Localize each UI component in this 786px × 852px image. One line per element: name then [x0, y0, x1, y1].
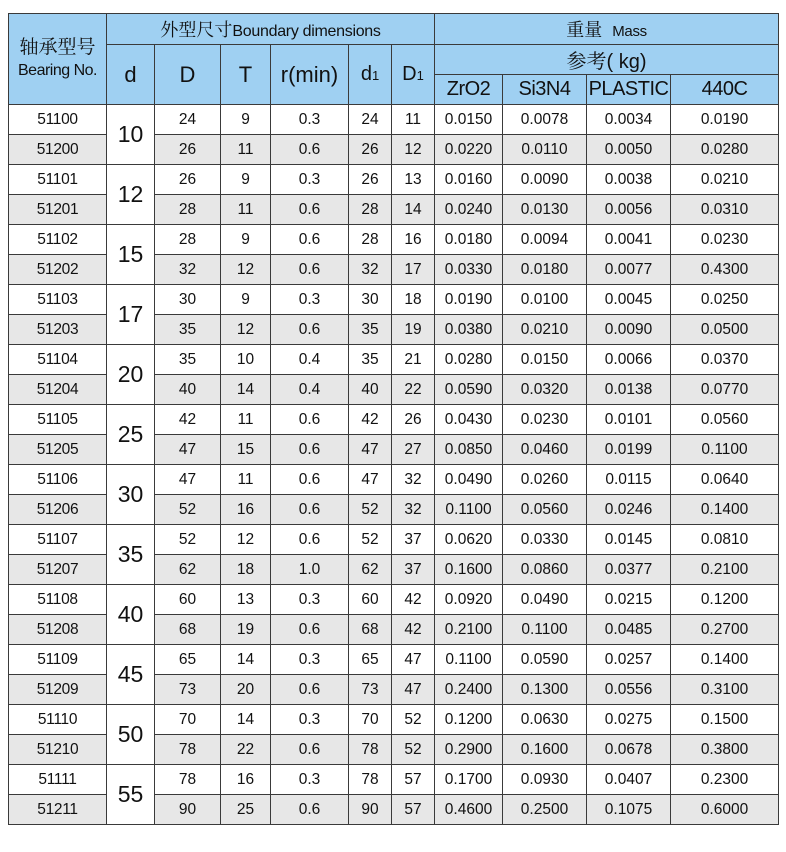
col-header-d1-main: d: [360, 63, 372, 85]
mass-plastic-cell: 0.0077: [587, 255, 671, 285]
table-row: [9, 345, 779, 375]
d1-cell: 42: [349, 405, 392, 435]
bearing-number-cell: 51209: [9, 675, 107, 705]
col-header-si3n4: Si3N4: [503, 75, 587, 105]
mass-440c-cell: 0.1100: [671, 435, 779, 465]
D1-cell: 14: [392, 195, 435, 225]
mass-440c-cell: 0.2100: [671, 555, 779, 585]
mass-si3n4-cell: 0.0150: [503, 345, 587, 375]
r-min-cell: 0.3: [271, 285, 349, 315]
mass-440c-cell: 0.2300: [671, 765, 779, 795]
mass-si3n4-cell: 0.0590: [503, 645, 587, 675]
d1-cell: 24: [349, 105, 392, 135]
mass-440c-cell: 0.0230: [671, 225, 779, 255]
r-min-cell: 0.3: [271, 585, 349, 615]
r-min-cell: 0.6: [271, 315, 349, 345]
bearing-number-cell: 51203: [9, 315, 107, 345]
mass-si3n4-cell: 0.0330: [503, 525, 587, 555]
mass-plastic-cell: 0.0138: [587, 375, 671, 405]
r-min-cell: 0.6: [271, 675, 349, 705]
bearing-number-cell: 51201: [9, 195, 107, 225]
col-header-r-min: r(min): [271, 45, 349, 105]
mass-440c-cell: 0.0370: [671, 345, 779, 375]
bearing-number-cell: 51108: [9, 585, 107, 615]
mass-si3n4-cell: 0.0100: [503, 285, 587, 315]
height-cell: 19: [221, 615, 271, 645]
mass-si3n4-cell: 0.0860: [503, 555, 587, 585]
r-min-cell: 0.3: [271, 645, 349, 675]
mass-440c-cell: 0.0280: [671, 135, 779, 165]
d1-cell: 78: [349, 765, 392, 795]
D1-cell: 16: [392, 225, 435, 255]
mass-440c-cell: 0.0310: [671, 195, 779, 225]
mass-440c-cell: 0.1400: [671, 645, 779, 675]
bearing-spec-table: [8, 13, 779, 825]
mass-zro2-cell: 0.0430: [435, 405, 503, 435]
outer-diameter-cell: 68: [155, 615, 221, 645]
D1-cell: 22: [392, 375, 435, 405]
D1-cell: 47: [392, 645, 435, 675]
mass-header-cn: 重量: [566, 20, 603, 40]
r-min-cell: 0.4: [271, 375, 349, 405]
r-min-cell: 0.3: [271, 105, 349, 135]
bearing-number-cell: 51208: [9, 615, 107, 645]
bearing-number-cell: 51211: [9, 795, 107, 825]
d1-cell: 26: [349, 165, 392, 195]
d1-cell: 52: [349, 495, 392, 525]
outer-diameter-cell: 35: [155, 345, 221, 375]
outer-diameter-cell: 78: [155, 765, 221, 795]
mass-si3n4-cell: 0.1300: [503, 675, 587, 705]
bore-diameter-cell: 10: [107, 105, 155, 165]
d1-cell: 70: [349, 705, 392, 735]
mass-zro2-cell: 0.0280: [435, 345, 503, 375]
mass-440c-cell: 0.0560: [671, 405, 779, 435]
outer-diameter-cell: 24: [155, 105, 221, 135]
mass-440c-cell: 0.3100: [671, 675, 779, 705]
bearing-number-cell: 51102: [9, 225, 107, 255]
outer-diameter-cell: 35: [155, 315, 221, 345]
bearing-number-cell: 51111: [9, 765, 107, 795]
mass-zro2-cell: 0.0330: [435, 255, 503, 285]
mass-plastic-cell: 0.0090: [587, 315, 671, 345]
mass-si3n4-cell: 0.0090: [503, 165, 587, 195]
mass-zro2-cell: 0.0590: [435, 375, 503, 405]
height-cell: 14: [221, 375, 271, 405]
mass-plastic-cell: 0.0377: [587, 555, 671, 585]
height-cell: 16: [221, 765, 271, 795]
bore-diameter-cell: 40: [107, 585, 155, 645]
bearing-number-cell: 51106: [9, 465, 107, 495]
mass-si3n4-cell: 0.0930: [503, 765, 587, 795]
D1-cell: 18: [392, 285, 435, 315]
bore-diameter-cell: 35: [107, 525, 155, 585]
col-header-D: D: [155, 45, 221, 105]
table-row: [9, 225, 779, 255]
bearing-no-header: [9, 14, 107, 105]
col-header-d1-sub: 1: [371, 68, 380, 83]
bearing-number-cell: 51104: [9, 345, 107, 375]
D1-cell: 47: [392, 675, 435, 705]
D1-cell: 42: [392, 615, 435, 645]
bearing-number-cell: 51200: [9, 135, 107, 165]
bearing-number-cell: 51207: [9, 555, 107, 585]
d1-cell: 60: [349, 585, 392, 615]
height-cell: 13: [221, 585, 271, 615]
height-cell: 18: [221, 555, 271, 585]
col-header-T: T: [221, 45, 271, 105]
mass-plastic-cell: 0.0199: [587, 435, 671, 465]
mass-si3n4-cell: 0.0230: [503, 405, 587, 435]
mass-zro2-cell: 0.0180: [435, 225, 503, 255]
mass-440c-cell: 0.6000: [671, 795, 779, 825]
mass-zro2-cell: 0.1100: [435, 645, 503, 675]
height-cell: 12: [221, 525, 271, 555]
table-row: [9, 285, 779, 315]
mass-zro2-cell: 0.4600: [435, 795, 503, 825]
D1-cell: 42: [392, 585, 435, 615]
mass-440c-cell: 0.0210: [671, 165, 779, 195]
D1-cell: 32: [392, 495, 435, 525]
outer-diameter-cell: 90: [155, 795, 221, 825]
D1-cell: 37: [392, 555, 435, 585]
outer-diameter-cell: 28: [155, 225, 221, 255]
mass-440c-cell: 0.0640: [671, 465, 779, 495]
mass-si3n4-cell: 0.0260: [503, 465, 587, 495]
D1-cell: 19: [392, 315, 435, 345]
mass-plastic-cell: 0.0038: [587, 165, 671, 195]
mass-zro2-cell: 0.0150: [435, 105, 503, 135]
d1-cell: 52: [349, 525, 392, 555]
bearing-number-cell: 51101: [9, 165, 107, 195]
mass-440c-cell: 0.2700: [671, 615, 779, 645]
bearing-number-cell: 51210: [9, 735, 107, 765]
D1-cell: 27: [392, 435, 435, 465]
outer-diameter-cell: 73: [155, 675, 221, 705]
bearing-number-cell: 51206: [9, 495, 107, 525]
mass-zro2-cell: 0.0220: [435, 135, 503, 165]
D1-cell: 26: [392, 405, 435, 435]
mass-plastic-cell: 0.0115: [587, 465, 671, 495]
height-cell: 14: [221, 645, 271, 675]
D1-cell: 21: [392, 345, 435, 375]
d1-cell: 65: [349, 645, 392, 675]
D1-cell: 11: [392, 105, 435, 135]
height-cell: 11: [221, 195, 271, 225]
d1-cell: 28: [349, 225, 392, 255]
table-row: [9, 405, 779, 435]
d1-cell: 32: [349, 255, 392, 285]
mass-plastic-cell: 0.0257: [587, 645, 671, 675]
mass-zro2-cell: 0.0620: [435, 525, 503, 555]
r-min-cell: 0.6: [271, 495, 349, 525]
mass-zro2-cell: 0.2400: [435, 675, 503, 705]
col-header-zro2: ZrO2: [435, 75, 503, 105]
height-cell: 22: [221, 735, 271, 765]
bearing-number-cell: 51105: [9, 405, 107, 435]
table-row: [9, 645, 779, 675]
mass-si3n4-cell: 0.0560: [503, 495, 587, 525]
bore-diameter-cell: 17: [107, 285, 155, 345]
r-min-cell: 0.6: [271, 525, 349, 555]
table-body: [9, 105, 779, 825]
boundary-header-cn: 外型尺寸: [160, 20, 233, 40]
mass-plastic-cell: 0.0045: [587, 285, 671, 315]
bore-diameter-cell: 12: [107, 165, 155, 225]
bearing-number-cell: 51110: [9, 705, 107, 735]
height-cell: 11: [221, 405, 271, 435]
outer-diameter-cell: 30: [155, 285, 221, 315]
bearing-number-cell: 51107: [9, 525, 107, 555]
col-header-D1-sub: 1: [416, 68, 424, 83]
bore-diameter-cell: 20: [107, 345, 155, 405]
mass-si3n4-cell: 0.0180: [503, 255, 587, 285]
col-header-440c: 440C: [671, 75, 779, 105]
mass-plastic-cell: 0.0246: [587, 495, 671, 525]
outer-diameter-cell: 40: [155, 375, 221, 405]
d1-cell: 28: [349, 195, 392, 225]
outer-diameter-cell: 52: [155, 495, 221, 525]
r-min-cell: 0.6: [271, 465, 349, 495]
D1-cell: 12: [392, 135, 435, 165]
bearing-no-header-cn: 轴承型号: [19, 36, 96, 58]
mass-si3n4-cell: 0.0110: [503, 135, 587, 165]
mass-440c-cell: 0.1500: [671, 705, 779, 735]
mass-plastic-cell: 0.0145: [587, 525, 671, 555]
outer-diameter-cell: 60: [155, 585, 221, 615]
mass-zro2-cell: 0.0490: [435, 465, 503, 495]
mass-440c-cell: 0.3800: [671, 735, 779, 765]
table-row: [9, 165, 779, 195]
height-cell: 9: [221, 225, 271, 255]
outer-diameter-cell: 42: [155, 405, 221, 435]
mass-plastic-cell: 0.0050: [587, 135, 671, 165]
bore-diameter-cell: 50: [107, 705, 155, 765]
bearing-number-cell: 51204: [9, 375, 107, 405]
outer-diameter-cell: 52: [155, 525, 221, 555]
outer-diameter-cell: 28: [155, 195, 221, 225]
d1-cell: 35: [349, 315, 392, 345]
bore-diameter-cell: 55: [107, 765, 155, 825]
table-row: [9, 465, 779, 495]
mass-si3n4-cell: 0.0490: [503, 585, 587, 615]
mass-si3n4-cell: 0.2500: [503, 795, 587, 825]
r-min-cell: 0.6: [271, 735, 349, 765]
bearing-number-cell: 51109: [9, 645, 107, 675]
table-row: [9, 705, 779, 735]
height-cell: 11: [221, 135, 271, 165]
outer-diameter-cell: 62: [155, 555, 221, 585]
mass-plastic-cell: 0.0556: [587, 675, 671, 705]
bore-diameter-cell: 30: [107, 465, 155, 525]
mass-si3n4-cell: 0.0630: [503, 705, 587, 735]
d1-cell: 73: [349, 675, 392, 705]
col-header-d: d: [107, 45, 155, 105]
mass-zro2-cell: 0.2900: [435, 735, 503, 765]
height-cell: 15: [221, 435, 271, 465]
r-min-cell: 0.3: [271, 765, 349, 795]
mass-si3n4-cell: 0.1100: [503, 615, 587, 645]
mass-plastic-cell: 0.0041: [587, 225, 671, 255]
bearing-number-cell: 51202: [9, 255, 107, 285]
mass-440c-cell: 0.0190: [671, 105, 779, 135]
col-header-plastic: PLASTIC: [587, 75, 671, 105]
r-min-cell: 1.0: [271, 555, 349, 585]
D1-cell: 57: [392, 765, 435, 795]
mass-header-en: Mass: [612, 23, 647, 40]
bearing-number-cell: 51205: [9, 435, 107, 465]
D1-cell: 57: [392, 795, 435, 825]
height-cell: 9: [221, 105, 271, 135]
table-row: [9, 525, 779, 555]
d1-cell: 26: [349, 135, 392, 165]
mass-plastic-cell: 0.0101: [587, 405, 671, 435]
mass-zro2-cell: 0.0380: [435, 315, 503, 345]
bearing-number-cell: 51103: [9, 285, 107, 315]
mass-si3n4-cell: 0.0078: [503, 105, 587, 135]
outer-diameter-cell: 47: [155, 465, 221, 495]
reference-header-unit: ( kg): [606, 51, 647, 73]
boundary-dimensions-header: [107, 14, 435, 45]
mass-440c-cell: 0.1200: [671, 585, 779, 615]
height-cell: 20: [221, 675, 271, 705]
outer-diameter-cell: 70: [155, 705, 221, 735]
D1-cell: 13: [392, 165, 435, 195]
r-min-cell: 0.6: [271, 255, 349, 285]
reference-header-cn: 参考: [566, 51, 607, 73]
d1-cell: 47: [349, 435, 392, 465]
mass-si3n4-cell: 0.0210: [503, 315, 587, 345]
outer-diameter-cell: 47: [155, 435, 221, 465]
bore-diameter-cell: 45: [107, 645, 155, 705]
d1-cell: 78: [349, 735, 392, 765]
outer-diameter-cell: 78: [155, 735, 221, 765]
mass-plastic-cell: 0.0066: [587, 345, 671, 375]
d1-cell: 90: [349, 795, 392, 825]
mass-440c-cell: 0.0500: [671, 315, 779, 345]
d1-cell: 40: [349, 375, 392, 405]
mass-zro2-cell: 0.0920: [435, 585, 503, 615]
mass-440c-cell: 0.4300: [671, 255, 779, 285]
mass-440c-cell: 0.1400: [671, 495, 779, 525]
d1-cell: 35: [349, 345, 392, 375]
r-min-cell: 0.6: [271, 405, 349, 435]
mass-si3n4-cell: 0.0094: [503, 225, 587, 255]
spec-table-container: [8, 13, 779, 825]
mass-zro2-cell: 0.1100: [435, 495, 503, 525]
r-min-cell: 0.3: [271, 705, 349, 735]
d1-cell: 47: [349, 465, 392, 495]
mass-plastic-cell: 0.0407: [587, 765, 671, 795]
mass-si3n4-cell: 0.0320: [503, 375, 587, 405]
outer-diameter-cell: 32: [155, 255, 221, 285]
mass-plastic-cell: 0.0034: [587, 105, 671, 135]
r-min-cell: 0.6: [271, 195, 349, 225]
r-min-cell: 0.4: [271, 345, 349, 375]
mass-440c-cell: 0.0770: [671, 375, 779, 405]
mass-zro2-cell: 0.1600: [435, 555, 503, 585]
height-cell: 9: [221, 285, 271, 315]
mass-zro2-cell: 0.0850: [435, 435, 503, 465]
bore-diameter-cell: 25: [107, 405, 155, 465]
mass-plastic-cell: 0.0056: [587, 195, 671, 225]
mass-zro2-cell: 0.1200: [435, 705, 503, 735]
r-min-cell: 0.6: [271, 435, 349, 465]
r-min-cell: 0.6: [271, 135, 349, 165]
bore-diameter-cell: 15: [107, 225, 155, 285]
bearing-number-cell: 51100: [9, 105, 107, 135]
mass-zro2-cell: 0.0160: [435, 165, 503, 195]
D1-cell: 52: [392, 735, 435, 765]
outer-diameter-cell: 26: [155, 165, 221, 195]
table-row: [9, 105, 779, 135]
mass-header: [435, 14, 779, 45]
table-row: [9, 585, 779, 615]
height-cell: 11: [221, 465, 271, 495]
mass-plastic-cell: 0.1075: [587, 795, 671, 825]
mass-zro2-cell: 0.2100: [435, 615, 503, 645]
mass-zro2-cell: 0.1700: [435, 765, 503, 795]
table-row: [9, 765, 779, 795]
mass-440c-cell: 0.0250: [671, 285, 779, 315]
col-header-D1-main: D: [402, 63, 417, 85]
mass-si3n4-cell: 0.0130: [503, 195, 587, 225]
mass-si3n4-cell: 0.0460: [503, 435, 587, 465]
height-cell: 12: [221, 315, 271, 345]
d1-cell: 30: [349, 285, 392, 315]
outer-diameter-cell: 26: [155, 135, 221, 165]
r-min-cell: 0.3: [271, 165, 349, 195]
D1-cell: 32: [392, 465, 435, 495]
outer-diameter-cell: 65: [155, 645, 221, 675]
d1-cell: 62: [349, 555, 392, 585]
r-min-cell: 0.6: [271, 225, 349, 255]
D1-cell: 52: [392, 705, 435, 735]
mass-zro2-cell: 0.0240: [435, 195, 503, 225]
bearing-no-header-en: Bearing No.: [18, 61, 97, 79]
height-cell: 12: [221, 255, 271, 285]
height-cell: 14: [221, 705, 271, 735]
reference-kg-header: [435, 45, 779, 75]
r-min-cell: 0.6: [271, 795, 349, 825]
mass-zro2-cell: 0.0190: [435, 285, 503, 315]
mass-si3n4-cell: 0.1600: [503, 735, 587, 765]
table-header: [9, 14, 779, 105]
boundary-header-en: Boundary dimensions: [232, 23, 381, 40]
D1-cell: 37: [392, 525, 435, 555]
mass-plastic-cell: 0.0678: [587, 735, 671, 765]
col-header-d1: [349, 45, 392, 105]
mass-440c-cell: 0.0810: [671, 525, 779, 555]
height-cell: 16: [221, 495, 271, 525]
height-cell: 9: [221, 165, 271, 195]
d1-cell: 68: [349, 615, 392, 645]
mass-plastic-cell: 0.0275: [587, 705, 671, 735]
height-cell: 10: [221, 345, 271, 375]
r-min-cell: 0.6: [271, 615, 349, 645]
mass-plastic-cell: 0.0215: [587, 585, 671, 615]
col-header-D1: [392, 45, 435, 105]
D1-cell: 17: [392, 255, 435, 285]
mass-plastic-cell: 0.0485: [587, 615, 671, 645]
height-cell: 25: [221, 795, 271, 825]
